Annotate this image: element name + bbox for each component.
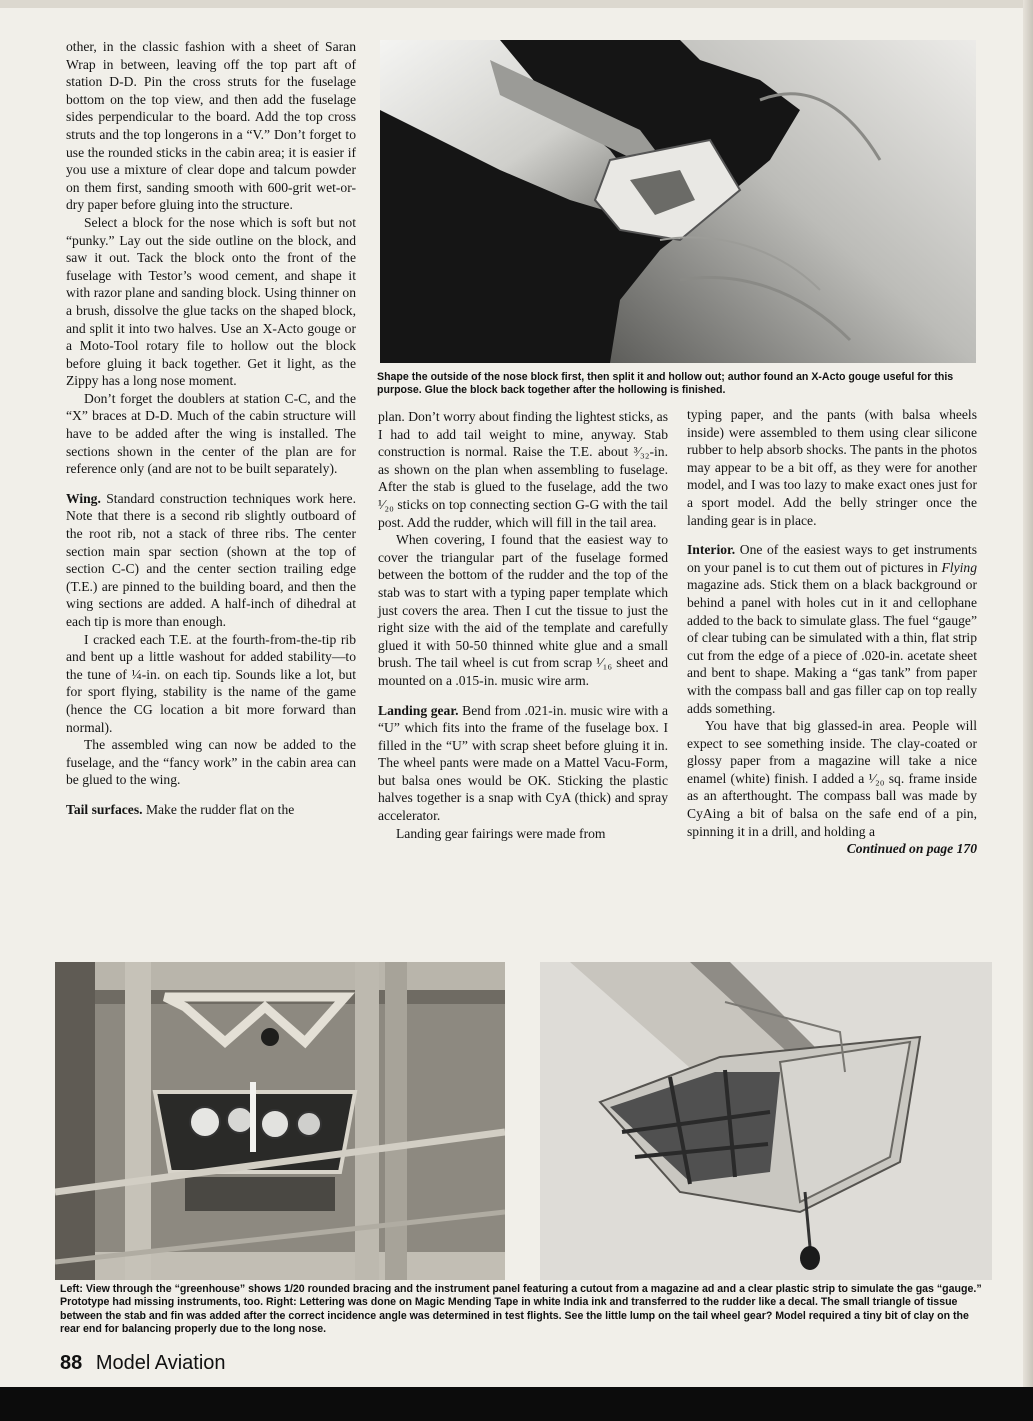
paragraph-wing (66, 490, 356, 631)
paragraph-text: One of the easiest ways to get instruments on your panel is to cut them out of pictures in (687, 542, 978, 575)
page-footer (60, 1352, 226, 1375)
paragraph: typing paper, and the pants (with balsa wheels inside) were assembled to them using clear silicone rubber to help absorb shocks. The pants in the photos may appear to be a bit off, as they were for another model, and I was too lazy to make exact ones just for a sport model. Add the belly stringer once the landing gear is in place. (687, 407, 977, 528)
page-number: 88 (60, 1352, 83, 1374)
photo-greenhouse-interior (55, 962, 505, 1280)
photo-nose-block (380, 40, 976, 363)
section-heading-interior: Interior. (687, 542, 736, 558)
paragraph: Landing gear fairings were made from (396, 825, 606, 841)
section-heading-wing: Wing. (66, 490, 101, 506)
page-top-edge (0, 0, 1033, 8)
paragraph: Don’t forget the doublers at station C-C, and the “X” braces at D-D. Much of the cabin structure will have to be added after the wing is installed. The sections shown in the center of the plan are for reference only (and are not to be built separately). (66, 390, 356, 477)
paragraph-text: Standard construction techniques work here. Note that there is a second rib slightly outboard of the root rib, not a stack of three ribs. The center section main spar section (shown at the top of section C-C) and the center section trailing edge (T.E.) are pinned to the building board, and then the wing sections are added. A half-inch of dihedral at each tip is more than enough. (66, 490, 356, 629)
paragraph-tail (66, 801, 356, 819)
paragraph: You have that big glassed-in area. People will expect to see something inside. The clay-coated or glossy paper from a magazine will take a nice enamel (white) finish. I added a ¹⁄₂₀ sq. frame inside as an afterthought. The compass ball was made by CyAing a bit of balsa on the safe end of a pin, spinning it in a drill, and holding a (687, 718, 977, 839)
paragraph: Select a block for the nose which is soft but not “punky.” Lay out the side outline on the block, and saw it out. Tack the block onto the front of the fuselage with Testor’s wood cement, and shape it with razor plane and sanding block. Using thinner on a brush, dissolve the glue tacks on the shaped block, and split it into two halves. Use an X-Acto gouge or a Moto-Tool rotary file to hollow out the block before gluing it back together. Get it light, as the Zippy has a long nose moment. (66, 214, 356, 389)
magazine-name: Model Aviation (95, 1352, 226, 1374)
paragraph-landing-gear (378, 702, 668, 825)
photo-tail-surfaces (540, 962, 992, 1280)
continued-note: Continued on page 170 (846, 841, 977, 857)
magazine-title: Flying (941, 559, 977, 575)
paragraph: other, in the classic fashion with a sheet of Saran Wrap in between, leaving off the top part aft of station D-D. Pin the cross struts for the fuselage bottom on the top view, and then add the fuselage sides perpendicular to the board. Add the top cross struts and the top longerons in a “V.” Don’t forget to use the rounded sticks in the cabin area; it is easier if you use a mixture of clear dope and talcum powder on them first, sanding smooth with 600-grit wet-or-dry paper before gluing into the structure. (66, 39, 356, 213)
photo-caption-bottom: Left: View through the “greenhouse” shows 1/20 rounded bracing and the instrument panel featuring a cutout from a magazine ad and a clear plastic strip to simulate the gas “gauge.” Prototype had missing instruments, too. Right: Lettering was done on Magic Mending Tape in white India ink and transferred to the rudder like a decal. The small triangle of tissue between the stab and fin was added after the correct incidence angle was determined in test flights. See the little lump on the tail wheel gear? Model required a tiny bit of clay on the rear end for balancing properly due to the long nose. (60, 1283, 982, 1336)
photo-instrument-panel (55, 962, 505, 1280)
photo-caption-top: Shape the outside of the nose block first, then split it and hollow out; author found an X-Acto gouge useful for this purpose. Glue the block back together after the hollowing is finished. (377, 371, 954, 397)
paragraph: The assembled wing can now be added to the fuselage, and the “fancy work” in the cabin area can be glued to the wing. (66, 737, 356, 788)
photo-hands-gouge (380, 40, 976, 363)
paragraph: plan. Don’t worry about finding the lightest sticks, as I had to add tail weight to mine, anyway. Stab construction is normal. Raise the T.E. about ³⁄₃₂-in. as shown on the plan when assembling to fuselage. After the stab is glued to the fuselage, add the two ¹⁄₂₀ sticks on top connecting section G-G with the tail post. Add the rudder, which will fill in the tail area. (378, 409, 668, 530)
paragraph-interior (687, 541, 977, 717)
paragraph-text: magazine ads. Stick them on a black background or behind a panel with holes cut in it and cellophane added to the back to simulate glass. The fuel “gauge” of clear tubing can be simulated with a thin, flat strip cut from the edge of a piece of .020-in. acetate sheet and bent to shape. Making a “gas tank” from paper with the compass ball and gas filler cap on top really adds something. (687, 577, 977, 716)
page-bottom-edge (0, 1387, 1033, 1421)
paragraph-text: Make the rudder flat on the (145, 801, 295, 817)
text-column-1 (66, 38, 356, 819)
photo-tail-rudder (540, 962, 992, 1280)
paragraph: I cracked each T.E. at the fourth-from-the-tip rib and bent up a little washout for added stability—to the tune of ¼-in. on each tip. Sounds like a lot, but for sport flying, stability is the name of the game (hence the CG location a bit more forward than normal). (66, 631, 356, 735)
paragraph: When covering, I found that the easiest way to cover the triangular part of the fuselage formed between the bottom of the rudder and the top of the stab was to start with a typing paper template which just covers the area. Then I cut the tissue to just the right size with the aid of the template and carefully glued it with 50-50 thinned white glue and a small brush. The tail wheel is cut from scrap ¹⁄₁₆ sheet and mounted on a .015-in. music wire arm. (378, 532, 668, 688)
section-heading-tail: Tail surfaces. (66, 801, 143, 817)
paragraph-text: Bend from .021-in. music wire with a “U” which fits into the frame of the fuselage box. I filled in the “U” with scrap sheet before gluing it in. The wheel pants were made on a Mattel Vacu-Form, but balsa ones would be OK. Sticking the plastic halves together is a snap with CyA (thick) and spray accelerator. (378, 702, 669, 824)
text-column-2 (378, 408, 668, 842)
section-heading-landing-gear: Landing gear. (378, 702, 459, 718)
text-column-3 (687, 406, 977, 858)
page-right-edge (1023, 0, 1033, 1421)
